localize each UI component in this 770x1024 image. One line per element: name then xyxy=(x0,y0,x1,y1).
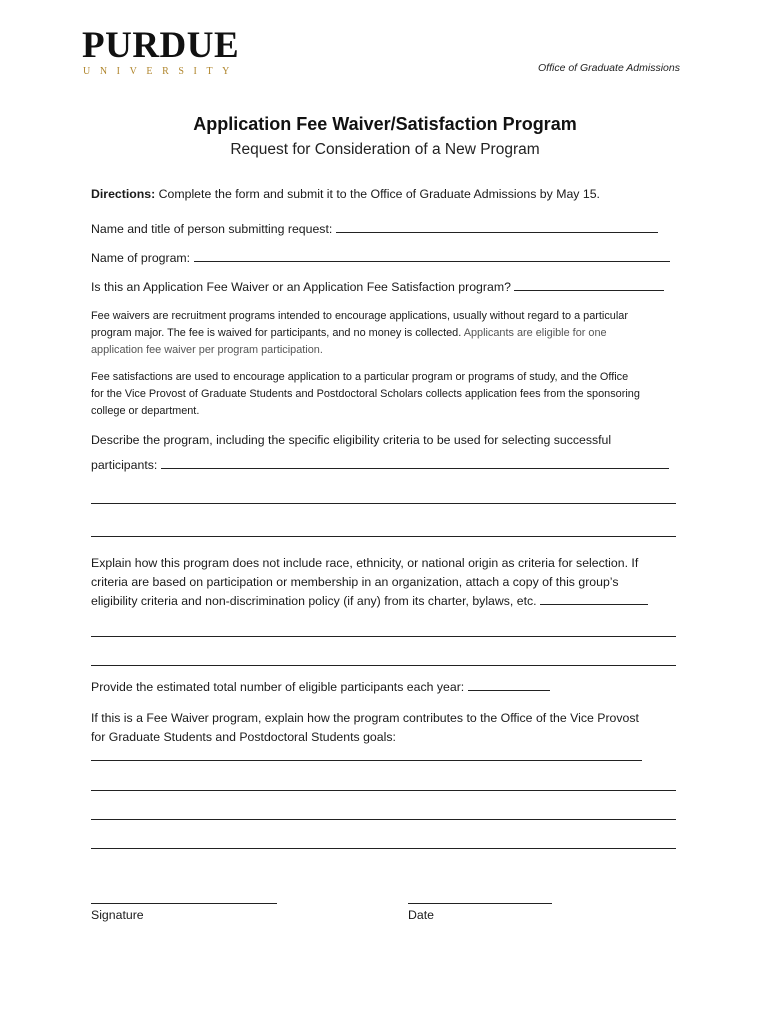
describe-answer-line[interactable] xyxy=(91,503,676,504)
fee-waiver-info-text: program major. The fee is waived for participants, and no money is collected. xyxy=(91,327,462,339)
date-label: Date xyxy=(408,908,434,922)
form-title: Application Fee Waiver/Satisfaction Program xyxy=(193,114,577,134)
explain-line: Explain how this program does not include race, ethnicity, or national origin as criteria for selection. If xyxy=(91,556,639,570)
signature-line[interactable] xyxy=(91,903,277,904)
goals-answer-line[interactable] xyxy=(91,848,676,849)
directions-label: Directions: xyxy=(91,187,156,201)
date-line[interactable] xyxy=(408,903,552,904)
goals-answer-line[interactable] xyxy=(91,760,642,761)
fee-waiver-goals-line: If this is a Fee Waiver program, explain how the program contributes to the Office of the Vice Provost xyxy=(91,711,639,725)
program-name-field xyxy=(91,251,670,265)
describe-blank[interactable] xyxy=(161,467,669,469)
purdue-logo-wordmark: PURDUE xyxy=(82,25,240,66)
program-type-blank[interactable] xyxy=(514,289,664,291)
fee-waiver-info-line xyxy=(91,325,628,342)
signature-label: Signature xyxy=(91,908,144,922)
goals-answer-line[interactable] xyxy=(91,819,676,820)
explain-text: eligibility criteria and non-discrimination policy (if any) from its charter, bylaws, etc. xyxy=(91,594,537,608)
fee-waiver-goals-prompt xyxy=(91,709,639,747)
participants-estimate-field xyxy=(91,680,550,694)
fee-waiver-info-line: Fee waivers are recruitment programs intended to encourage applications, usually without regard to a particular xyxy=(91,310,628,322)
submitter-field xyxy=(91,222,658,236)
program-name-label: Name of program: xyxy=(91,251,191,265)
fee-waiver-goals-line: for Graduate Students and Postdoctoral Students goals: xyxy=(91,730,396,744)
explain-answer-line[interactable] xyxy=(91,636,676,637)
fee-satisfaction-info-line: college or department. xyxy=(91,405,200,417)
participants-estimate-blank[interactable] xyxy=(468,689,550,691)
fee-waiver-info xyxy=(91,308,628,359)
explain-answer-line[interactable] xyxy=(91,665,676,666)
explain-prompt xyxy=(91,554,648,611)
fee-satisfaction-info-line: for the Vice Provost of Graduate Students and Postdoctoral Scholars collects application fees from the sponsoring xyxy=(91,388,640,400)
describe-participants-field xyxy=(91,458,669,472)
submitter-blank[interactable] xyxy=(336,231,658,233)
office-name: Office of Graduate Admissions xyxy=(537,62,680,74)
describe-answer-line[interactable] xyxy=(91,536,676,537)
fee-waiver-info-line: application fee waiver per program participation. xyxy=(91,344,323,356)
participants-estimate-label: Provide the estimated total number of eligible participants each year: xyxy=(91,680,465,694)
directions xyxy=(91,187,600,201)
explain-line: criteria are based on participation or membership in an organization, attach a copy of this group’s xyxy=(91,575,619,589)
explain-blank[interactable] xyxy=(540,603,648,605)
describe-prompt: Describe the program, including the specific eligibility criteria to be used for selecting successful xyxy=(91,433,612,447)
form-subtitle: Request for Consideration of a New Program xyxy=(230,141,540,158)
directions-text: Complete the form and submit it to the Office of Graduate Admissions by May 15. xyxy=(155,187,600,201)
fee-satisfaction-info xyxy=(91,369,640,420)
submitter-label: Name and title of person submitting request: xyxy=(91,222,333,236)
goals-answer-line[interactable] xyxy=(91,790,676,791)
program-type-label: Is this an Application Fee Waiver or an Application Fee Satisfaction program? xyxy=(91,280,511,294)
fee-waiver-eligibility: Applicants are eligible for one xyxy=(463,327,607,339)
explain-line xyxy=(91,592,648,611)
fee-satisfaction-info-line: Fee satisfactions are used to encourage application to a particular program or programs of study, and the Office xyxy=(91,371,629,383)
program-type-field xyxy=(91,280,664,294)
program-name-blank[interactable] xyxy=(194,260,670,262)
describe-participants-label: participants: xyxy=(91,458,158,472)
purdue-logo-university: UNIVERSITY xyxy=(83,66,239,77)
